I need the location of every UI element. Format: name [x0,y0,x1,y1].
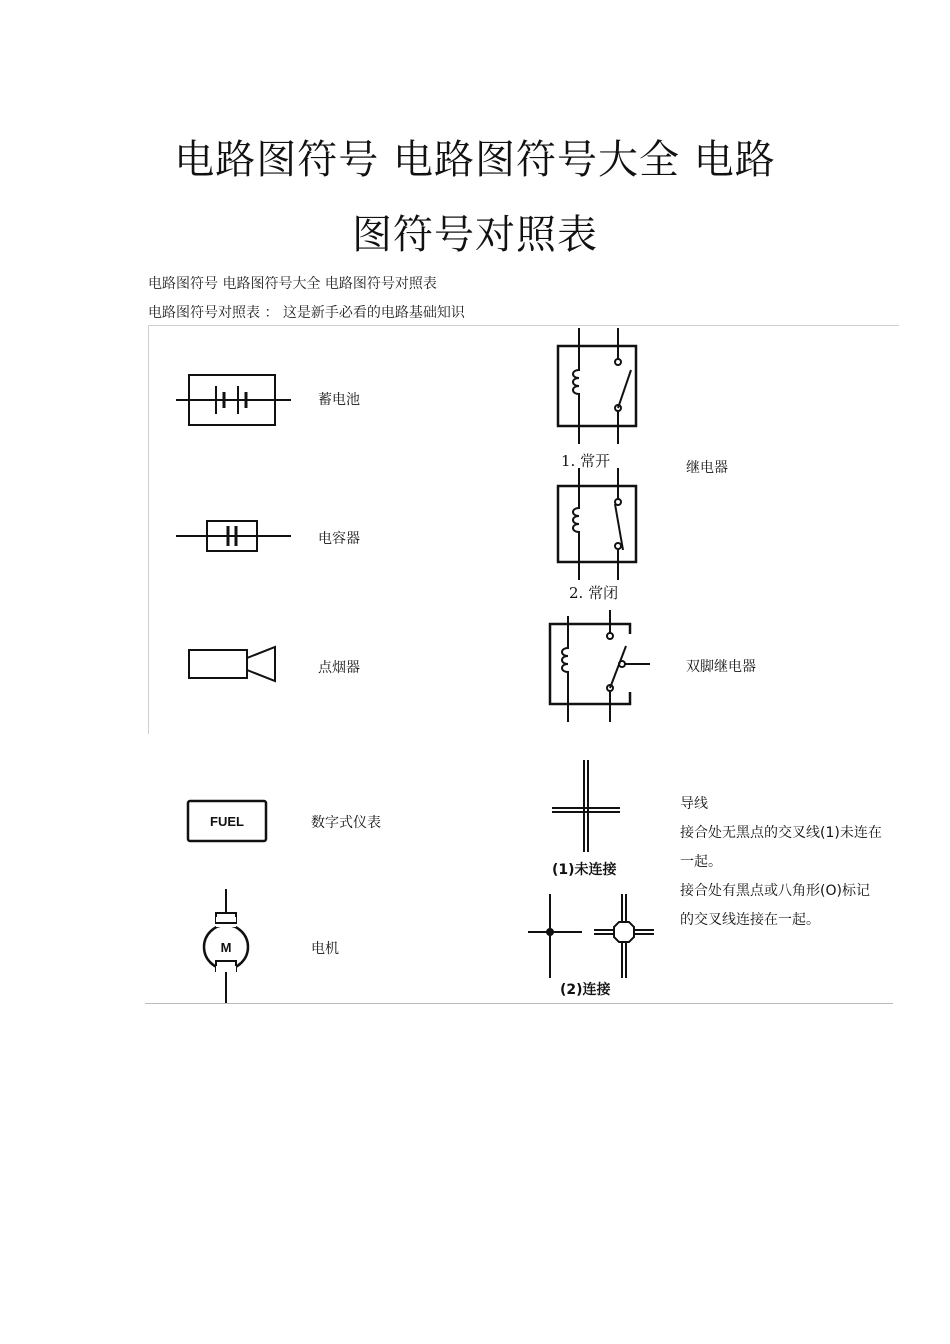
cigarette-lighter-label: 点烟器 [318,660,360,676]
wire-note-line: 一起。 [680,854,722,870]
intro-line-1: 电路图符号 电路图符号大全 电路图符号对照表 [148,276,437,292]
capacitor-label: 电容器 [318,531,360,547]
wire-note-line: 接合处无黑点的交叉线(1)未连在 [680,825,882,841]
wire-crossing-connected-icon [526,892,658,1000]
page-title-line-1: 电路图符号 电路图符号大全 电路 [174,137,776,183]
wire-connected-caption: (2)连接 [560,982,611,998]
intro-line-2: 电路图符号对照表 ： 这是新手必看的电路基础知识 [148,305,465,321]
wire-unconnected-caption: (1)未连接 [552,862,617,878]
dual-relay-symbol-icon [546,602,654,724]
wire-note-line: 导线 [680,796,708,812]
relay-normally-open-caption: 1. 常开 [561,452,611,470]
wire-note-line: 的交叉线连接在一起。 [680,912,820,928]
capacitor-symbol-icon [176,518,291,554]
relay-label: 继电器 [686,460,728,476]
wire-crossing-unconnected-icon [548,760,630,878]
relay-normally-closed-icon [553,468,643,604]
digital-meter-symbol-icon [186,799,268,843]
dual-relay-label: 双脚继电器 [686,659,756,675]
cigarette-lighter-symbol-icon [187,644,279,684]
motor-letter: M [220,940,232,955]
motor-symbol-icon [198,889,254,1003]
wire-note-line: 接合处有黑点或八角形(O)标记 [680,883,870,899]
battery-symbol-icon [176,372,291,428]
page-title-line-2: 图符号对照表 [352,212,598,258]
battery-label: 蓄电池 [318,392,360,408]
relay-normally-closed-caption: 2. 常闭 [569,584,619,602]
digital-meter-label: 数字式仪表 [311,815,381,831]
motor-label: 电机 [311,941,339,957]
fuel-text: FUEL [210,814,244,829]
wire-notes [680,790,890,935]
bottom-divider [145,1003,893,1004]
relay-normally-open-icon [553,328,643,473]
